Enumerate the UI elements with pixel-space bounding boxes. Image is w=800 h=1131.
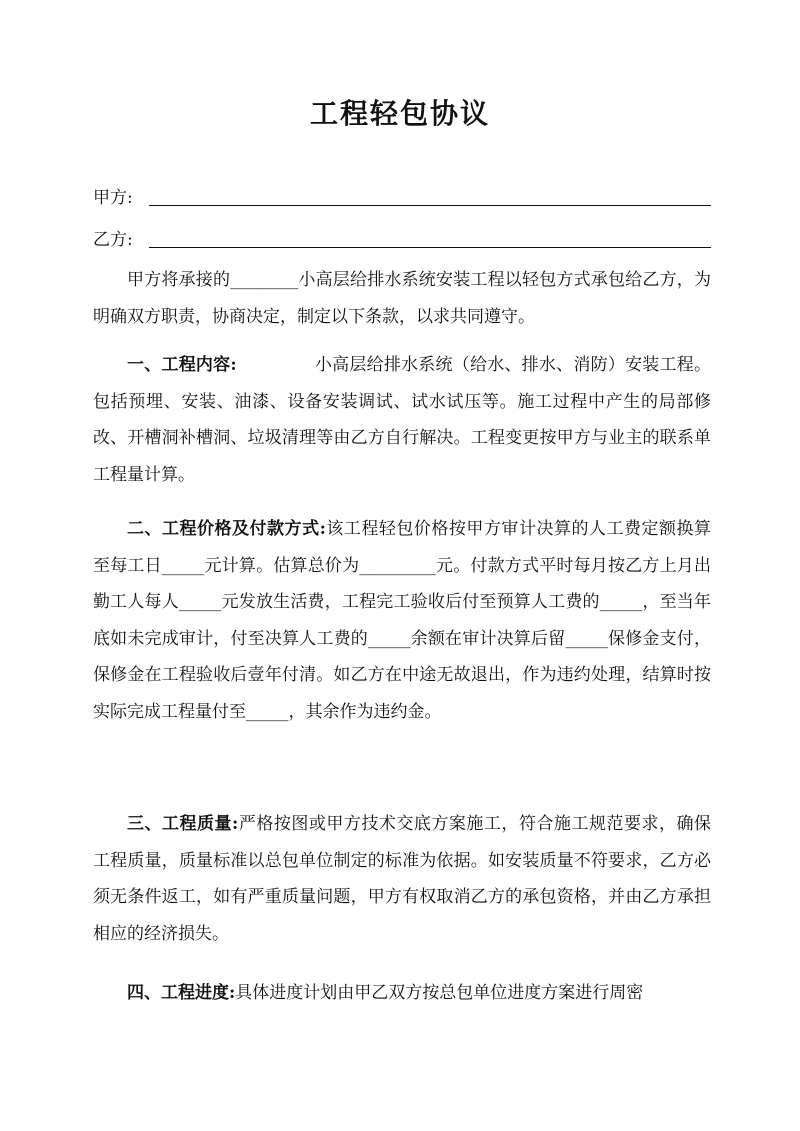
- party-a-blank-line: [149, 205, 711, 206]
- section-schedule: [93, 975, 711, 1012]
- intro-paragraph: 甲方将承接的________小高层给排水系统安装工程以轻包方式承包给乙方，为明确双方职责，协商决定，制定以下条款，以求共同遵守。: [93, 270, 711, 327]
- party-b-blank-line: [149, 247, 711, 248]
- section-price-body: 该工程轻包价格按甲方审计决算的人工费定额换算至每工日_____元计算。估算总价为_________元。付款方式平时每月按乙方上月出勤工人每人_____元发放生活费，工程完工验收后付至预算人工费的_____，至当年底如未完成审计，付至决算人工费的_____余额在审计决算后留_____保修金支付，保修金在工程验收后壹年付清。如乙方在中途无故退出，作为违约处理，结算时按实际完成工程量付至_____，其余作为违约金。: [93, 519, 712, 722]
- section-quality-heading: 三、工程质量:: [127, 814, 239, 834]
- document-title: 工程轻包协议: [309, 97, 490, 130]
- party-a-field: [93, 183, 711, 213]
- section-price-heading: 二、工程价格及付款方式:: [127, 519, 326, 539]
- section-content-body: 小高层给排水系统（给水、排水、消防）安装工程。包括预埋、安装、油漆、设备安装调试、试水试压等。施工过程中产生的局部修改、开槽洞补槽洞、垃圾清理等由乙方自行解决。工程变更按甲方与业主的联系单工程量计算。: [93, 355, 711, 485]
- section-schedule-body: 具体进度计划由甲乙双方按总包单位进度方案进行周密: [235, 983, 644, 1003]
- section-price: [93, 511, 711, 730]
- section-content: [93, 347, 711, 493]
- section-schedule-heading: 四、工程进度:: [127, 983, 236, 1003]
- section-content-heading: 一、工程内容:: [127, 355, 237, 375]
- party-b-label: 乙方:: [93, 230, 133, 250]
- section-quality-body: 严格按图或甲方技术交底方案施工，符合施工规范要求，确保工程质量，质量标准以总包单位制定的标准为依据。如安装质量不符要求，乙方必须无条件返工，如有严重质量问题，甲方有权取消乙方的承包资格，并由乙方承担相应的经济损失。: [93, 814, 712, 944]
- party-a-label: 甲方:: [93, 188, 133, 208]
- party-b-field: [93, 225, 711, 255]
- section-quality: [93, 806, 711, 952]
